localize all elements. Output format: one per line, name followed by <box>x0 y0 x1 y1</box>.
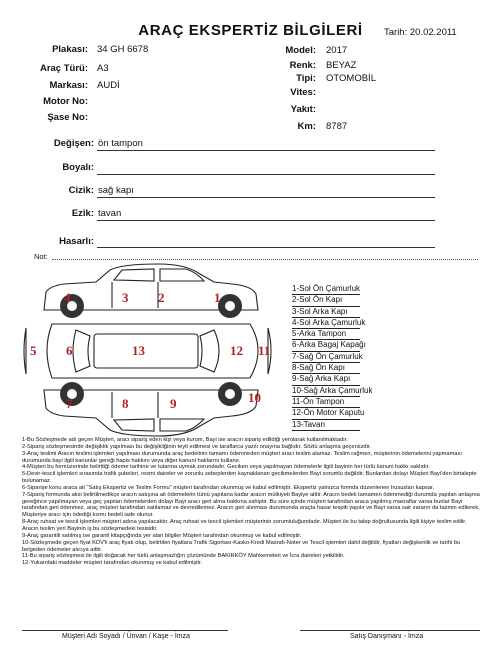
plate-value: 34 GH 6678 <box>97 44 149 55</box>
legend-item: 9-Sağ Arka Kapı <box>292 374 360 385</box>
legend-item: 3-Sol Arka Kapı <box>292 307 360 318</box>
legend-item: 10-Sağ Arka Çamurluk <box>292 386 360 397</box>
term-item: 2-Sipariş sözleşmesinde değişiklik yapılması bu değişikliğinin teyit edilmesi ve taraflarca yazılı onayına bağlıdır. Sözlü anlaşma geçersizdir. <box>22 443 371 450</box>
document-date: Tarih: 20.02.2011 <box>384 27 457 38</box>
note-label: Not: <box>34 252 48 261</box>
fuel-label: Yakıt: <box>290 104 316 115</box>
legend-item: 12-Ön Motor Kaputu <box>292 408 360 419</box>
diagram-number-5: 5 <box>30 343 37 358</box>
sales-signature-line <box>300 630 480 631</box>
term-item: 12-Yukarıdaki maddeler müşteri tarafından okunmuş ve kabul edilmiştir. <box>22 560 203 567</box>
diagram-number-6: 6 <box>66 343 73 358</box>
legend-item: 2-Sol Ön Kapı <box>292 295 360 306</box>
wheels <box>60 294 242 406</box>
diagram-number-3: 3 <box>122 290 129 305</box>
car-rear-end <box>24 328 26 374</box>
car-top-view-roof <box>94 334 198 368</box>
diagram-number-12: 12 <box>230 343 243 358</box>
legend-item: 4-Sol Arka Çamurluk <box>292 318 360 329</box>
plate-label: Plakası: <box>52 44 88 55</box>
scratched-parts-line <box>97 197 435 198</box>
vehicle-type-label: Araç Türü: <box>39 63 88 74</box>
mileage-label: Km: <box>297 121 316 132</box>
term-item: 5-Devir-tescil işlemleri sırasında trafik şubeleri, resmi daireler ve zorunlu sebeplerden kaynaklanan gecikmelerden Bayi sorumlu değildir. Bunlardan dolayı Müşteri Bayi'den birtalepte bulunamaz. <box>22 471 477 485</box>
legend-item: 5-Arka Tampon <box>292 329 360 340</box>
diagram-number-10: 10 <box>248 390 261 405</box>
dented-parts-label: Ezik: <box>71 208 94 219</box>
brand-value: AUDİ <box>97 80 120 91</box>
diagram-number-9: 9 <box>170 396 177 411</box>
diagram-number-11: 11 <box>258 343 271 358</box>
damage-legend <box>292 284 373 431</box>
chassis-no-label: Şase No: <box>47 112 88 123</box>
term-item: 6-Siparişe konu araca ait "Satış Ekspertiz ve Teslim Formu" müşteri tarafından okunmuş ve kabul edilmiştir. Ekspertiz yalnızca formda düzenlenen hususları kapsar. <box>22 484 435 491</box>
car-left-side-windows <box>114 269 204 281</box>
term-item: 1-Bu Sözleşmede adı geçen Müşteri, aracı sipariş eden kişi veya kurum, Bayi ise aracın sipariş edildiği yerolarak kullanılmaktadır. <box>22 437 348 443</box>
legend-item: 8-Sağ Ön Kapı <box>292 363 360 374</box>
terms-and-conditions <box>22 437 484 567</box>
replaced-parts-line <box>97 150 435 151</box>
vehicle-type-value: A3 <box>97 63 109 74</box>
document-title: ARAÇ EKSPERTİZ BİLGİLERİ <box>138 22 363 39</box>
car-top-view-windshield <box>200 330 219 372</box>
dented-parts-value: tavan <box>98 208 122 219</box>
term-item: 8-Araç ruhsat ve tescil işlemleri müşteri adına yapılacaktır. Araç ruhsat ve tescil işlemleri müşterinin sorumluluğundadır. Müşteri ile bu talep doğrultusunda ilgili kişiye teslim edilir. Aracın teslim yeri Bayinin iş bu sözleşmedeki tesisidir. <box>22 519 467 532</box>
car-right-side-windows <box>114 419 204 431</box>
model-label: Model: <box>285 45 316 56</box>
brand-label: Markası: <box>49 80 88 91</box>
damaged-parts-line <box>97 247 435 248</box>
replaced-parts-value: ön tampon <box>98 138 143 149</box>
car-top-view-rear-window <box>73 330 90 372</box>
sales-signature-label: Satış Danışmanı - İmza <box>350 633 424 640</box>
car-top-view-outline <box>47 324 258 378</box>
wheel-hubs <box>67 301 235 399</box>
term-item: 7-Sipariş formunda aksi belirtilmedikçe aracın satışına ait ödemelerin tümü yapılana kadar aracın mülkiyeti Bayiye aittir. Aracın bedeli tamamen ödenmediği durumda yapılan anlaşma gereğince yapılmayan veya geç yapılan ödemelerden dolayı Bayi aracı geri alma hakkına sahiptir. Bu süre içinde müşteri tarafından araca yapılmış masraflar varsa bunlar Bayi tarafından geri ödenmez, araç müşteri tarafından satılamaz ve devredilemez. Aracın geri alınması durumunda araçta hasar tespiti yapılır ve Bayi varsa sair zararın da tazmin edilerek, Müşteriye aracı için ödediği kısmı bedeli iade olunur. <box>22 491 480 519</box>
replaced-parts-label: Değişen: <box>53 138 94 149</box>
diagram-number-1: 1 <box>214 290 221 305</box>
legend-item: 6-Arka Bagaj Kapağı <box>292 340 360 351</box>
note-line <box>52 259 478 260</box>
diagram-number-4: 4 <box>64 290 71 305</box>
term-item: 11-Bu sipariş sözleşmesi ile ilgili doğacak her türlü anlaşmazlığın çözümünde BAKIRKÖY Mahkemeleri ve İcra daireleri yetkilidir. <box>22 553 345 560</box>
model-value: 2017 <box>326 45 348 56</box>
body-type-label: Tipi: <box>296 73 316 84</box>
body-type-value: OTOMOBİL <box>326 73 376 84</box>
legend-item: 1-Sol Ön Çamurluk <box>292 284 360 295</box>
painted-parts-label: Boyalı: <box>62 162 94 173</box>
diagram-number-7: 7 <box>66 396 73 411</box>
legend-item: 11-Ön Tampon <box>292 397 360 408</box>
diagram-number-13: 13 <box>132 343 145 358</box>
term-item: 4-Müşteri bu formüzerinde belirttiği ödeme tarihine ve tutarına uymak zorundadır. Geciken veya yapılmayan ödemelerle ilgili bayinin her türlü kanuni hakkı saklıdır. <box>22 464 430 471</box>
legend-item: 7-Sağ Ön Çamurluk <box>292 352 360 363</box>
diagram-number-8: 8 <box>122 396 129 411</box>
legend-item: 13-Tavan <box>292 420 360 431</box>
diagram-number-2: 2 <box>158 290 165 305</box>
term-item: 9-Araç garantili satılmış ise garanti kitapçığında yer alan bilgiler Müşteri tarafından okunmuş ve kabul edilmiştir. <box>22 532 302 539</box>
damaged-parts-label: Hasarlı: <box>59 236 94 247</box>
dented-parts-line <box>97 220 435 221</box>
mileage-value: 8787 <box>326 121 348 132</box>
gearbox-label: Vites: <box>290 87 316 98</box>
car-damage-diagram <box>18 262 280 440</box>
term-item: 10-Sözleşmede geçen fiyat KDV'li araç fiyatı olup, belirtilen fiyatlara Trafik Sigortası-Kasko-Kredi Masrafı-Noter ve Tescil işlemleri dahil değildir, fiyatları değişkenlik ve tarihi bu belgeden ödemeler alıcıya aittir. <box>22 539 461 553</box>
painted-parts-line <box>97 174 435 175</box>
customer-signature-line <box>22 630 228 631</box>
scratched-parts-value: sağ kapı <box>98 185 134 196</box>
color-value: BEYAZ <box>326 60 357 71</box>
scratched-parts-label: Cizik: <box>68 185 94 196</box>
color-label: Renk: <box>289 60 316 71</box>
engine-no-label: Motor No: <box>43 96 88 107</box>
customer-signature-label: Müşteri Adı Soyadı / Ünvan / Kaşe - İmza <box>62 633 190 640</box>
term-item: 3-Araç teslimi Aracın teslimi işlemleri yapılması durumunda araç bedelinin tamamı ödenmeden müşteri aracı teslim alamaz. Teslim rağmen, müşterinin ödemelerini yapmaması durumunda bayi ilgili kanunlar gereği hapis hakkını veya diğer kanuni haklarını kullanır. <box>22 450 462 464</box>
